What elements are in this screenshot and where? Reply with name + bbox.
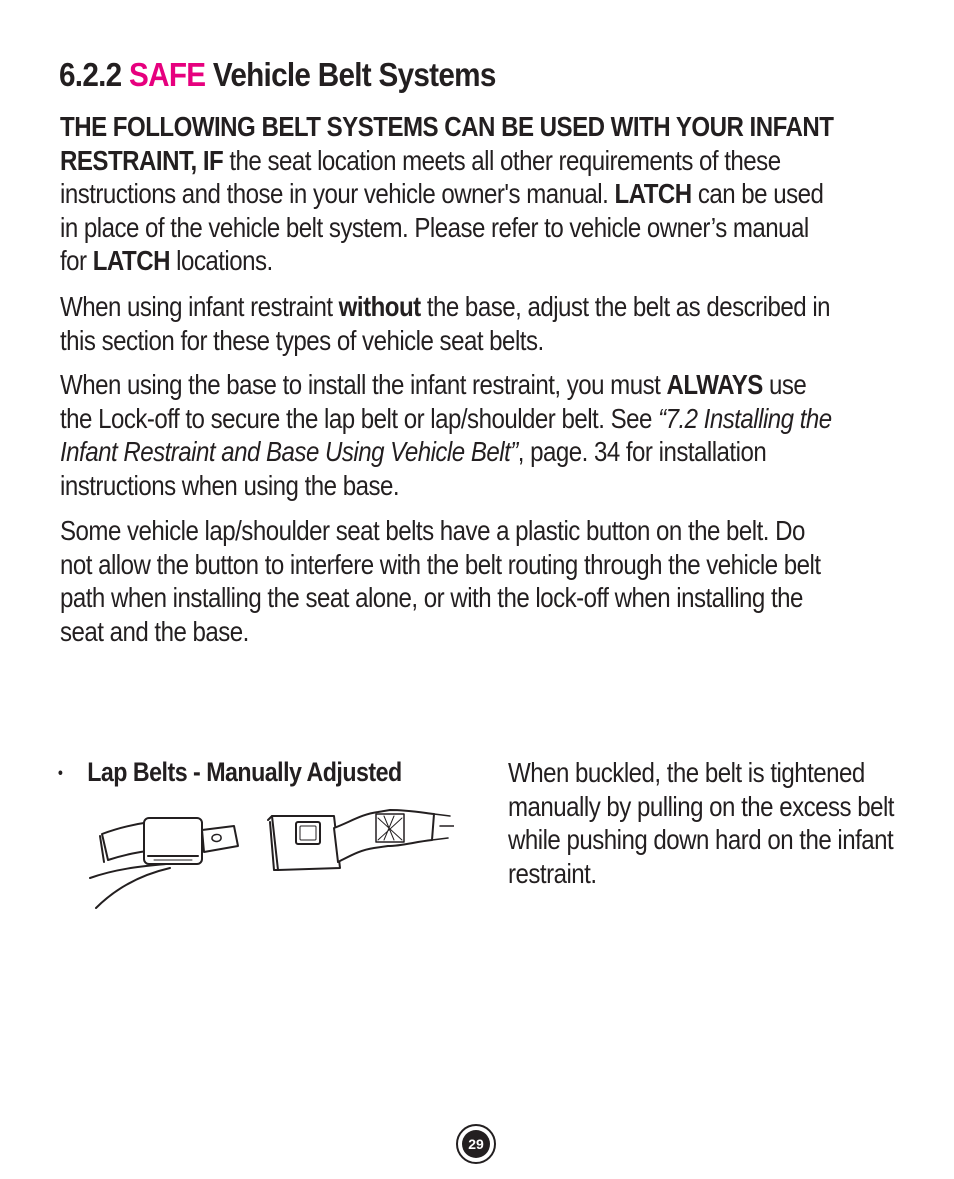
intro-paragraph — [60, 110, 834, 278]
section-reference: “7.2 Installing the Infant Restraint and Base Using Vehicle Belt” — [60, 402, 832, 467]
seat-belt-buckle-icon — [88, 806, 454, 914]
lap-belt-bullet — [58, 757, 402, 788]
section-title: Vehicle Belt Systems — [212, 56, 496, 93]
lap-belt-label: Lap Belts - Manually Adjusted — [87, 757, 402, 787]
section-heading — [59, 56, 496, 94]
always-bold: ALWAYS — [666, 369, 763, 400]
with-base-text-c: , page. 34 for installation instructions when using the base. — [60, 436, 767, 501]
page-number-badge — [456, 1124, 496, 1164]
latch-term-1: LATCH — [614, 178, 692, 209]
without-base-text-b: the base, adjust the belt as described in this section for these types of vehicle seat belts. — [60, 291, 831, 356]
intro-bold-lead: THE FOLLOWING BELT SYSTEMS CAN BE USED WITH YOUR INFANT RESTRAINT, IF — [60, 111, 834, 176]
intro-text-b: can be used in place of the vehicle belt system. Please refer to vehicle owner’s manual for — [60, 178, 824, 276]
button-note-paragraph: Some vehicle lap/shoulder seat belts have a plastic button on the belt. Do not allow the button to interfere with the belt routing through the vehicle belt path when installing the seat alone, or with the lock-off when installing the seat and the base. — [60, 515, 821, 647]
latch-term-2: LATCH — [92, 245, 170, 276]
without-base-text-a: When using infant restraint — [60, 291, 339, 322]
section-number: 6.2.2 — [59, 56, 122, 93]
section-accent-word: SAFE — [129, 56, 206, 93]
intro-text-c: locations. — [169, 245, 273, 276]
without-base-paragraph — [60, 290, 834, 357]
lap-belt-description: When buckled, the belt is tightened manually by pulling on the excess belt while pushing down hard on the infant restraint. — [508, 757, 894, 889]
with-base-text-a: When using the base to install the infant restraint, you must — [60, 369, 667, 400]
bullet-marker: • — [58, 764, 63, 782]
with-base-paragraph — [60, 368, 834, 502]
with-base-text-b: use the Lock-off to secure the lap belt or lap/shoulder belt. See — [60, 369, 807, 434]
intro-text-a: the seat location meets all other requirements of these instructions and those in your vehicle owner's manual. — [60, 144, 781, 209]
page-number: 29 — [462, 1130, 490, 1158]
without-bold: without — [338, 291, 421, 322]
